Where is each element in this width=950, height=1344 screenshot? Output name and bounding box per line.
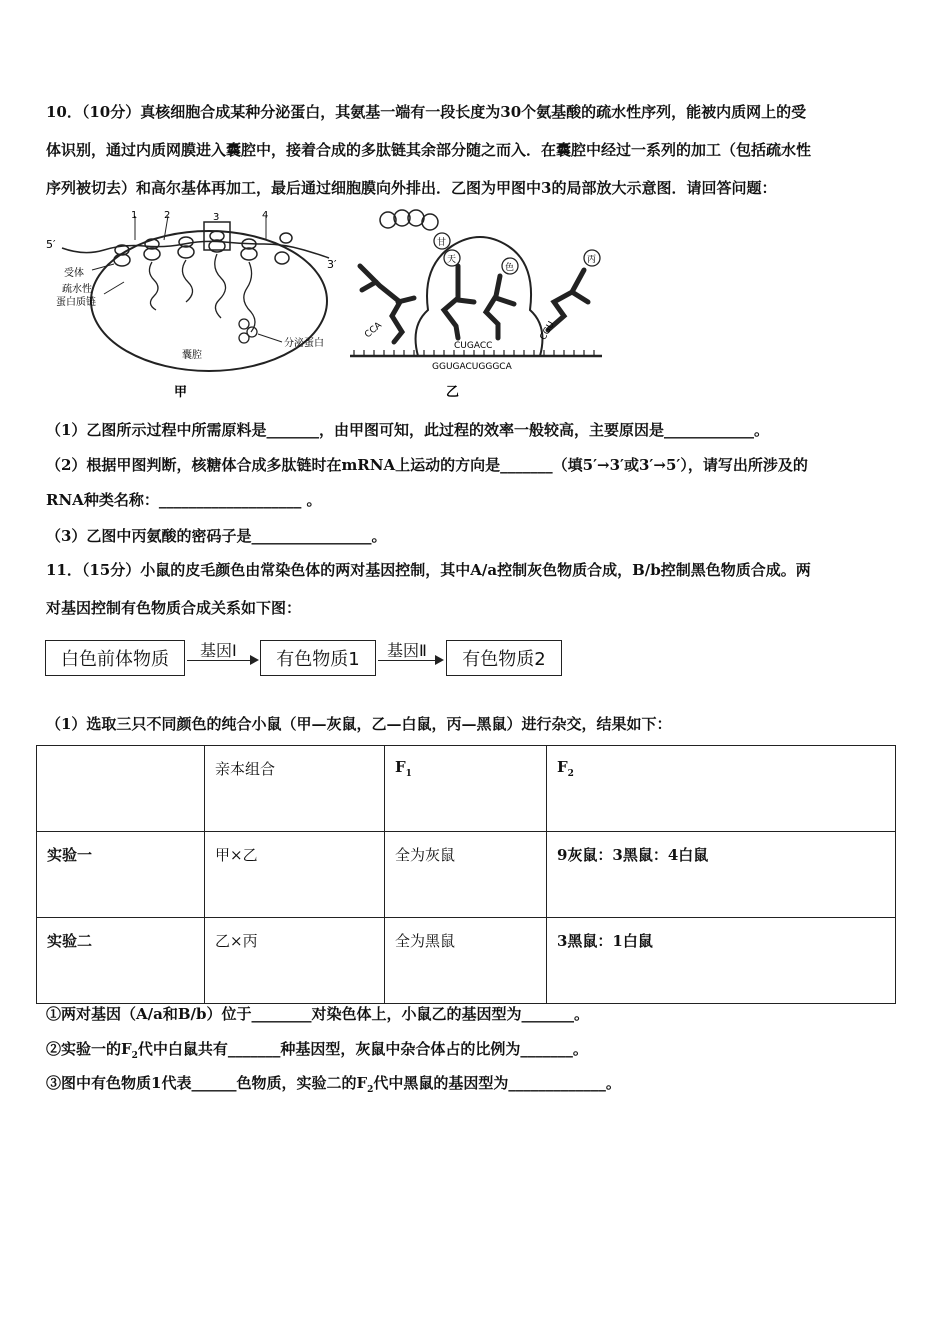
flow-box-colored-1: 有色物质1 xyxy=(260,640,376,676)
flow-box-white-precursor: 白色前体物质 xyxy=(45,640,185,676)
hydrophobic-pointer xyxy=(104,282,124,294)
table-header-row xyxy=(37,746,896,832)
table-cell-f2: 3黑鼠：1白鼠 xyxy=(547,918,896,1004)
q10-line-1: 10．（10分）真核细胞合成某种分泌蛋白，其氨基一端有一段长度为30个氨基酸的疏水性序列，能被内质网上的受 xyxy=(46,103,807,121)
table-cell-experiment: 实验二 xyxy=(37,918,205,1004)
label-secreted: 分泌蛋白 xyxy=(284,338,324,349)
trna-shapes xyxy=(360,266,588,342)
q11-question-1: ①两对基因（A/a和B/b）位于________对染色体上，小鼠乙的基因型为_______。 xyxy=(46,1005,589,1023)
table-header-blank xyxy=(37,746,205,832)
label-num-3: 3 xyxy=(213,212,220,223)
q10-sub-1: （1）乙图所示过程中所需原料是_______，由甲图可知，此过程的效率一般较高，主要原因是____________。 xyxy=(46,421,769,439)
q10-sub-2b: RNA种类名称：___________________ 。 xyxy=(46,491,322,509)
table-cell-f2: 9灰鼠：3黑鼠：4白鼠 xyxy=(547,832,896,918)
table-cell-cross: 乙×丙 xyxy=(205,918,385,1004)
table-header-f1: $F_1$ xyxy=(385,746,547,832)
results-table xyxy=(36,745,896,1004)
secreted-pointer xyxy=(258,334,282,342)
figure-jia xyxy=(44,206,344,401)
label-3prime: 3′ xyxy=(327,258,337,271)
label-anticodon-left: CCA xyxy=(363,320,384,341)
label-hydrophobic-1: 疏水性 xyxy=(62,284,92,295)
label-aa-bing: 丙 xyxy=(587,255,597,265)
table-header-f2: $F_2$ xyxy=(547,746,896,832)
flow-label-gene-1: 基因Ⅰ xyxy=(200,641,237,660)
label-receptor: 受体 xyxy=(64,268,84,279)
caption-jia: 甲 xyxy=(174,385,188,400)
label-num-1: 1 xyxy=(131,210,138,221)
figure-yi xyxy=(340,206,610,401)
q10-line-3: 序列被切去）和高尔基体再加工，最后通过细胞膜向外排出．乙图为甲图中3的局部放大示意图．请回答问题： xyxy=(46,179,777,197)
table-row xyxy=(37,918,896,1004)
flow-arrow-1 xyxy=(187,660,257,661)
label-num-2: 2 xyxy=(164,210,171,221)
figure-jia-svg xyxy=(44,206,344,401)
label-lumen: 囊腔 xyxy=(182,350,202,361)
q11-sub-1: （1）选取三只不同颜色的纯合小鼠（甲—灰鼠，乙—白鼠，丙—黑鼠）进行杂交，结果如下： xyxy=(46,715,672,733)
ribosome-outline xyxy=(416,237,543,356)
q11-line-2: 对基因控制有色物质合成关系如下图： xyxy=(46,599,302,617)
lumen-ellipse xyxy=(91,231,327,371)
label-anticodon-right: CGU xyxy=(538,319,557,343)
caption-yi: 乙 xyxy=(446,385,460,400)
q10-line-2: 体识别，通过内质网膜进入囊腔中，接着合成的多肽链其余部分随之而入．在囊腔中经过一系列的加工（包括疏水性 xyxy=(46,141,812,159)
table-cell-f1: 全为黑鼠 xyxy=(385,918,547,1004)
figure-yi-svg xyxy=(340,206,610,401)
q11-question-2: ②实验一的$F_2$代中白鼠共有_______种基因型，灰鼠中杂合体占的比例为_______。 xyxy=(46,1040,588,1061)
q11-line-1: 11．（15分）小鼠的皮毛颜色由常染色体的两对基因控制，其中A/a控制灰色物质合成，B/b控制黑色物质合成。两 xyxy=(46,561,811,579)
flow-arrow-2 xyxy=(378,660,442,661)
label-aa-gan: 甘 xyxy=(437,238,447,248)
table-cell-f1: 全为灰鼠 xyxy=(385,832,547,918)
table-row xyxy=(37,832,896,918)
label-num-4: 4 xyxy=(262,210,269,221)
label-anticodon-mid: CUGACC xyxy=(454,341,493,351)
box-3 xyxy=(204,222,230,250)
label-5prime: 5′ xyxy=(46,238,56,251)
peptide-chain xyxy=(380,210,438,230)
q10-sub-3: （3）乙图中丙氨酸的密码子是________________。 xyxy=(46,527,387,545)
q10-sub-2a: （2）根据甲图判断，核糖体合成多肽链时在mRNA上运动的方向是_______（填5′→3′或3′→5′），请写出所涉及的 xyxy=(46,456,808,474)
table-cell-cross: 甲×乙 xyxy=(205,832,385,918)
label-aa-tian: 天 xyxy=(447,255,457,265)
table-header-parents: 亲本组合 xyxy=(205,746,385,832)
table-cell-experiment: 实验一 xyxy=(37,832,205,918)
label-hydrophobic-2: 蛋白质链 xyxy=(56,297,96,308)
label-aa-se: 色 xyxy=(505,263,515,273)
flow-box-colored-2: 有色物质2 xyxy=(446,640,562,676)
flow-label-gene-2: 基因Ⅱ xyxy=(387,641,427,660)
q11-question-3: ③图中有色物质1代表______色物质，实验二的$F_2$代中黑鼠的基因型为_____________。 xyxy=(46,1074,621,1095)
label-mrna-seq: GGUGACUGGGCA xyxy=(432,362,512,372)
